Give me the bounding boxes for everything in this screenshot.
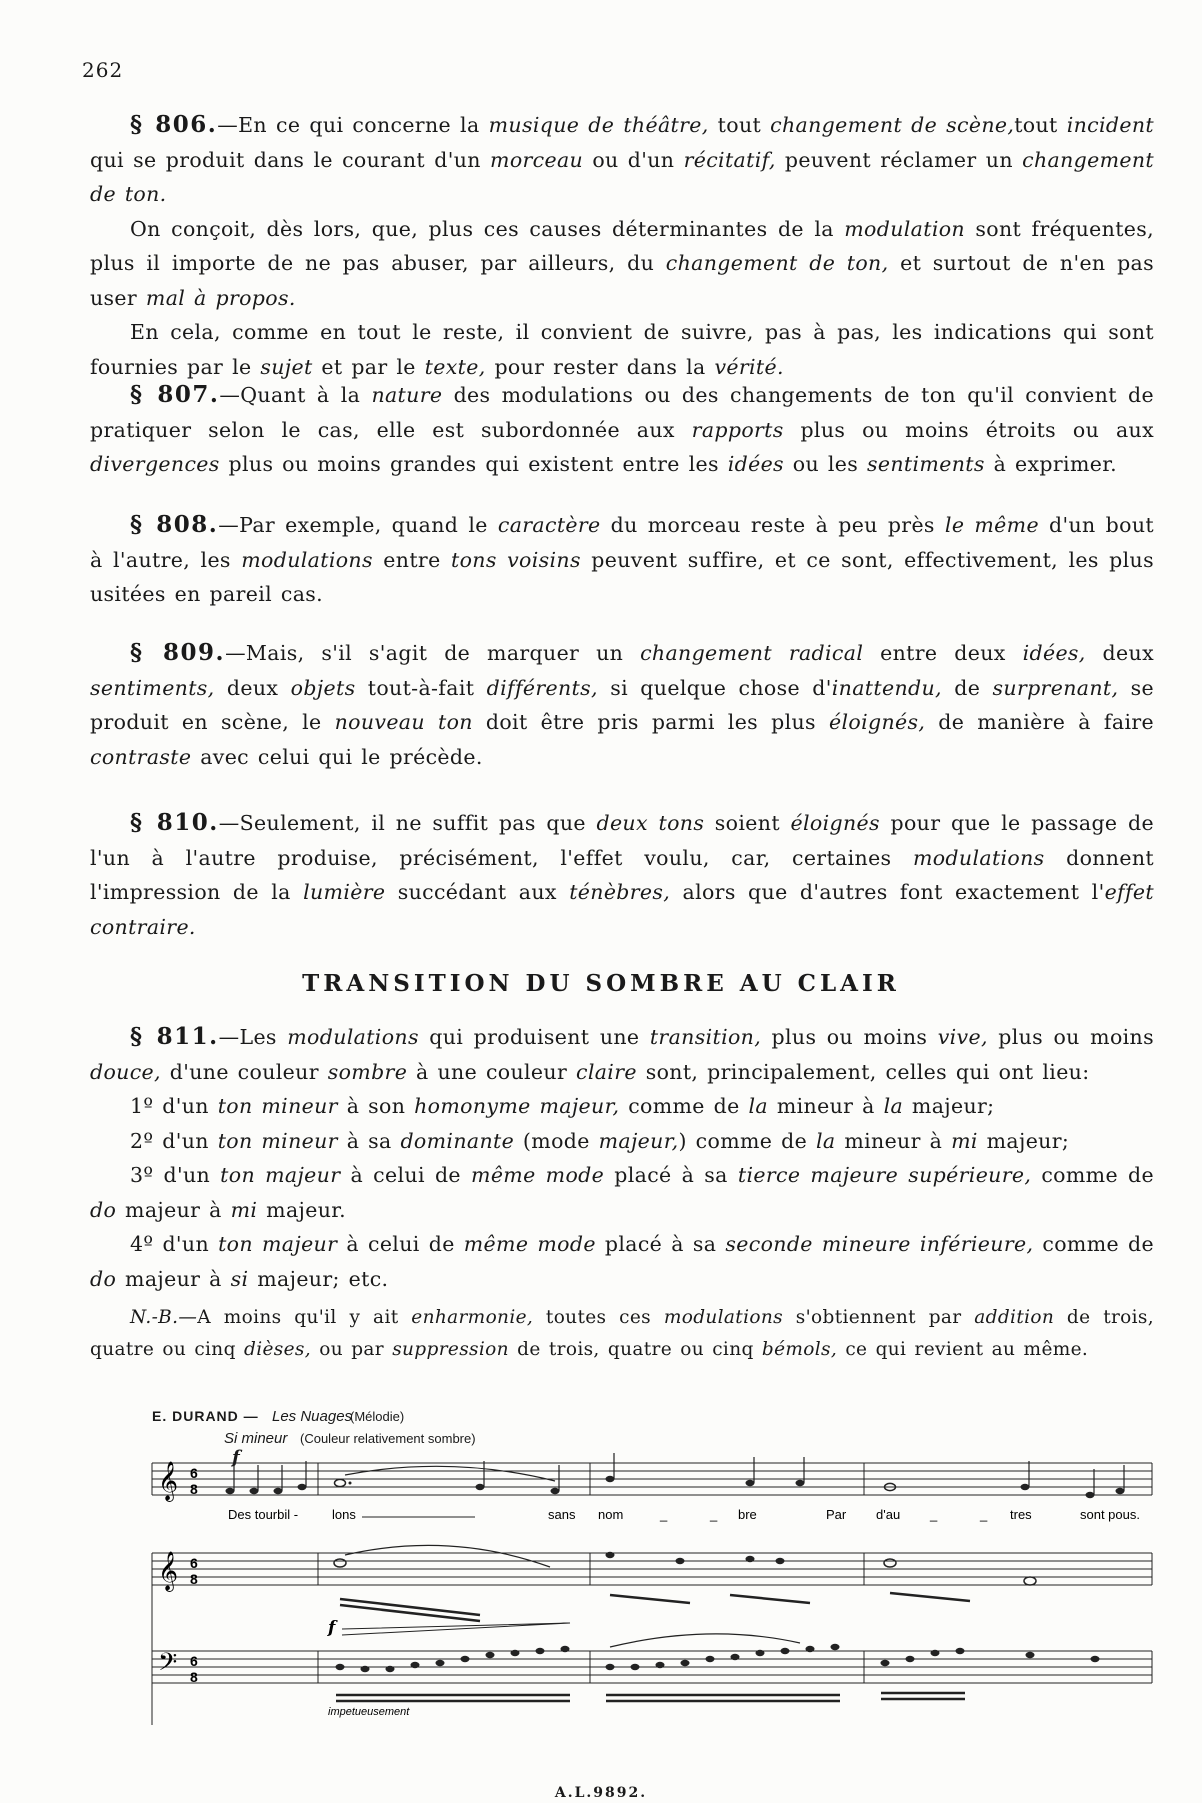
emphasis-text: deux tons (596, 811, 705, 835)
body-text: —Par exemple, quand le (218, 513, 498, 537)
body-text: pour rester dans la (485, 354, 715, 379)
body-text: de manière à faire (925, 710, 1154, 734)
body-text: ) comme de (678, 1128, 816, 1153)
body-text: 3º d'un (130, 1163, 221, 1187)
emphasis-text: récitatif, (683, 147, 776, 172)
s811-p1 (90, 1020, 1154, 1089)
treble-slur (345, 1545, 550, 1567)
composer-name: E. DURAND — (152, 1408, 259, 1424)
emphasis-text: majeur, (598, 1128, 679, 1153)
body-text: —Quant à la (219, 383, 372, 407)
section-809 (90, 636, 1154, 774)
body-text: à celui de (337, 1232, 464, 1256)
body-text: si quelque chose d' (597, 675, 832, 700)
s809-number: § 809. (130, 639, 226, 666)
emphasis-text: divergences (90, 452, 220, 476)
emphasis-text: sentiments, (90, 675, 215, 700)
section-heading: TRANSITION DU SOMBRE AU CLAIR (302, 970, 900, 997)
emphasis-text: nature (371, 383, 443, 407)
lyric-11: tres (1010, 1507, 1032, 1522)
emphasis-text: idées (727, 452, 784, 476)
dynamic-forte: f (232, 1447, 240, 1468)
svg-text:6: 6 (190, 1555, 198, 1571)
emphasis-text: douce, (90, 1059, 161, 1084)
body-text: à exprimer. (984, 452, 1117, 476)
emphasis-text: homonyme majeur, (414, 1094, 620, 1118)
body-text: sont, principalement, celles qui ont lieu: (636, 1059, 1090, 1084)
emphasis-text: ton mineur (217, 1128, 338, 1153)
body-text: (mode (514, 1128, 599, 1153)
body-text: ou les (783, 452, 868, 476)
lyric-5: _ (710, 1507, 718, 1522)
svg-text:8: 8 (190, 1571, 198, 1587)
lyric-1: lons (332, 1507, 356, 1522)
section-806 (90, 108, 1154, 384)
svg-text:6: 6 (190, 1653, 198, 1669)
emphasis-text: la (883, 1094, 904, 1118)
emphasis-text: sentiments (867, 452, 985, 476)
body-text: On conçoit, dès lors, que, plus ces causes déterminantes de la (130, 216, 845, 241)
body-text: tout (1014, 113, 1067, 137)
s811-item-2 (90, 1124, 1154, 1159)
svg-text:8: 8 (190, 1481, 198, 1497)
body-text: deux (1085, 641, 1154, 665)
body-text: et par le (312, 354, 425, 379)
color-note: (Couleur relativement sombre) (300, 1431, 476, 1446)
emphasis-text: modulation (844, 216, 965, 241)
lyric-0: Des tourbil - (228, 1507, 299, 1522)
lyric-6: bre (738, 1507, 757, 1522)
emphasis-text: lumière (303, 880, 386, 904)
body-text: —En ce qui concerne la (217, 113, 489, 137)
emphasis-text: tons voisins (450, 547, 581, 572)
body-text: entre deux (863, 641, 1023, 665)
body-text: entre (372, 547, 451, 572)
body-text: pour que le passage de l'un à l'autre produise, précisément, l'effet voulu, car, certaines (90, 811, 1154, 870)
emphasis-text: la (815, 1128, 836, 1153)
page-number: 262 (82, 58, 124, 82)
body-text: plus ou moins étroits ou aux (783, 417, 1154, 442)
section-808 (90, 508, 1154, 612)
emphasis-text: changement de ton. (90, 147, 1155, 206)
piano-bass-notes (336, 1644, 1100, 1672)
s811-item-1 (90, 1089, 1154, 1124)
treble-clef-icon: 𝄞 (158, 1461, 179, 1501)
s806-number: § 806. (130, 111, 218, 138)
emphasis-text: claire (575, 1059, 637, 1084)
body-text: 2º d'un (130, 1128, 218, 1153)
body-text: mineur à (835, 1128, 952, 1153)
body-text: —Mais, s'il s'agit de marquer un (225, 641, 641, 665)
emphasis-text: éloignés (790, 811, 880, 835)
emphasis-text: mi (951, 1128, 978, 1153)
piano-bass-beams (336, 1693, 965, 1701)
lyric-10: _ (980, 1507, 988, 1522)
emphasis-text: N.-B.— (130, 1307, 198, 1328)
body-text: qui produisent une (418, 1025, 650, 1049)
body-text: d'un bout à l'autre, les (90, 513, 1154, 572)
body-text: et surtout de n'en pas user (90, 251, 1154, 310)
body-text: à une couleur (407, 1059, 576, 1084)
body-text: soient (704, 811, 791, 835)
body-text: 4º d'un (130, 1232, 219, 1256)
nota-bene (90, 1302, 1154, 1366)
body-text: comme de (619, 1094, 749, 1118)
piano-treble-beams (340, 1593, 970, 1621)
emphasis-text: même mode (463, 1232, 596, 1256)
body-text: majeur à (116, 1197, 231, 1222)
emphasis-text: ton majeur (218, 1232, 338, 1256)
body-text: A moins qu'il y ait (197, 1307, 412, 1328)
emphasis-text: changement de ton, (665, 251, 889, 275)
body-text: majeur à (116, 1266, 231, 1291)
s808-number: § 808. (130, 511, 219, 538)
emphasis-text: addition (974, 1307, 1055, 1328)
body-text: toutes ces (533, 1307, 664, 1328)
lyric-3: nom (598, 1507, 624, 1522)
body-text: du morceau reste à peu près (600, 513, 945, 537)
s806-p1 (90, 108, 1154, 212)
body-text: peuvent réclamer un (775, 147, 1023, 172)
lyric-7: Par (826, 1507, 847, 1522)
emphasis-text: bémols, (761, 1339, 838, 1360)
body-text: plus ou moins (761, 1025, 938, 1049)
emphasis-text: différents, (486, 675, 598, 700)
emphasis-text: ténèbres, (569, 880, 671, 904)
s807-number: § 807. (130, 381, 220, 408)
s808-p1 (90, 508, 1154, 612)
body-text: qui se produit dans le courant d'un (90, 147, 491, 172)
lyric-8: d'au (876, 1507, 901, 1522)
body-text: ou par (310, 1339, 393, 1360)
emphasis-text: sujet (260, 354, 313, 379)
emphasis-text: texte, (424, 354, 486, 379)
emphasis-text: caractère (497, 513, 601, 537)
body-text: —Les (218, 1025, 288, 1049)
emphasis-text: le même (944, 513, 1039, 537)
emphasis-text: effet contraire. (90, 880, 1155, 939)
emphasis-text: éloignés, (828, 710, 926, 734)
section-811 (90, 1020, 1154, 1366)
time-signature-vocal (190, 1465, 198, 1497)
vocal-stems (234, 1453, 1124, 1495)
emphasis-text: suppression (392, 1339, 509, 1360)
emphasis-text: tierce majeure supérieure, (737, 1163, 1032, 1187)
body-text: 1º d'un (130, 1094, 218, 1118)
emphasis-text: transition, (649, 1025, 762, 1049)
body-text: ce qui revient au même. (837, 1339, 1089, 1360)
emphasis-text: surprenant, (992, 675, 1119, 700)
emphasis-text: la (748, 1094, 768, 1118)
s810-p1 (90, 806, 1154, 944)
body-text: —Seulement, il ne suffit pas que (218, 811, 597, 835)
emphasis-text: inattendu, (831, 675, 942, 700)
body-text: comme de (1033, 1232, 1155, 1256)
s806-p3 (90, 315, 1154, 384)
lyrics-line (228, 1507, 1140, 1522)
s810-number: § 810. (130, 809, 219, 836)
body-text: placé à sa (604, 1163, 738, 1187)
body-text: succédant aux (385, 880, 570, 904)
emphasis-text: modulations (912, 845, 1045, 870)
emphasis-text: enharmonie, (411, 1307, 534, 1328)
emphasis-text: sombre (327, 1059, 408, 1084)
time-signature-treble (190, 1555, 198, 1587)
emphasis-text: contraste (90, 744, 192, 769)
emphasis-text: mal à propos. (145, 285, 296, 310)
body-text: peuvent suffire, et ce sont, effectivement, les plus usitées en pareil cas. (90, 547, 1154, 606)
body-text: majeur; (977, 1128, 1070, 1153)
tempo-mark: impetueusement (328, 1706, 410, 1718)
emphasis-text: dièses, (244, 1339, 311, 1360)
body-text: de (941, 675, 993, 700)
piano-bass-staff (152, 1651, 1152, 1683)
body-text: de trois, quatre ou cinq (90, 1307, 1154, 1360)
emphasis-text: musique de théâtre, (488, 113, 709, 137)
emphasis-text: do (90, 1266, 117, 1291)
body-text: à sa (337, 1128, 401, 1153)
music-example (150, 1403, 1160, 1728)
emphasis-text: même mode (471, 1163, 605, 1187)
emphasis-text: seconde mineure inférieure, (725, 1232, 1034, 1256)
key-label: Si mineur (224, 1430, 288, 1447)
emphasis-text: modulations (287, 1025, 419, 1049)
plate-number: A.L.9892. (554, 1785, 648, 1801)
lyric-2: sans (548, 1507, 576, 1522)
emphasis-text: modulations (241, 547, 373, 572)
body-text: de trois, quatre ou cinq (508, 1339, 762, 1360)
emphasis-text: changement radical (640, 641, 864, 665)
s806-p2 (90, 212, 1154, 316)
emphasis-text: idées, (1022, 641, 1086, 665)
body-text: ou d'un (583, 147, 684, 172)
s811-number: § 811. (130, 1023, 219, 1050)
body-text: plus ou moins (987, 1025, 1154, 1049)
s809-p1 (90, 636, 1154, 774)
body-text: comme de (1031, 1163, 1154, 1187)
body-text: des modulations ou des changements de ton qu'il convient de pratiquer selon le cas, elle est subordonnée aux (90, 383, 1154, 442)
emphasis-text: modulations (663, 1307, 783, 1328)
s811-item-4 (90, 1227, 1154, 1296)
emphasis-text: vérité. (714, 354, 784, 379)
emphasis-text: vive, (937, 1025, 988, 1049)
body-text: doit être pris parmi les plus (472, 710, 829, 734)
treble-clef-icon: 𝄞 (158, 1551, 179, 1591)
s811-item-3 (90, 1158, 1154, 1227)
body-text: deux (214, 675, 291, 700)
body-text: sont fréquentes, plus il importe de ne pas abuser, par ailleurs, du (90, 216, 1154, 275)
emphasis-text: incident (1066, 113, 1155, 137)
body-text: à son (337, 1094, 415, 1118)
emphasis-text: ton majeur (220, 1163, 341, 1187)
body-text: majeur. (257, 1197, 347, 1222)
body-text: d'une couleur (160, 1059, 328, 1084)
body-text: majeur; (903, 1094, 995, 1118)
emphasis-text: rapports (691, 417, 784, 442)
emphasis-text: changement de scène, (770, 113, 1015, 137)
body-text: s'obtiennent par (782, 1307, 975, 1328)
body-text: tout (708, 113, 771, 137)
s807-p1 (90, 378, 1154, 482)
body-text: mineur à (767, 1094, 884, 1118)
body-text: donnent l'impression de la (90, 845, 1154, 904)
bass-clef-icon: 𝄢 (158, 1648, 178, 1683)
emphasis-text: do (90, 1197, 117, 1222)
svg-text:6: 6 (190, 1465, 198, 1481)
body-text: se produit en scène, le (90, 675, 1155, 734)
body-text: En cela, comme en tout le reste, il convient de suivre, pas à pas, les indications qui sont fournies par le (90, 320, 1154, 379)
svg-text:8: 8 (190, 1669, 198, 1685)
emphasis-text: ton mineur (217, 1094, 338, 1118)
piece-title: Les Nuages (272, 1408, 353, 1425)
emphasis-text: dominante (400, 1128, 515, 1153)
body-text: à celui de (340, 1163, 472, 1187)
body-text: tout-à-fait (355, 675, 487, 700)
section-810 (90, 806, 1154, 944)
lyric-12: sont pous. (1080, 1507, 1140, 1522)
body-text: avec celui qui le précède. (191, 744, 483, 769)
emphasis-text: morceau (490, 147, 584, 172)
emphasis-text: nouveau ton (334, 710, 473, 734)
body-text: placé à sa (595, 1232, 726, 1256)
emphasis-text: si (230, 1266, 249, 1291)
bass-slur (610, 1634, 800, 1647)
time-signature-bass (190, 1653, 198, 1685)
body-text: plus ou moins grandes qui existent entre les (219, 452, 728, 476)
piano-treble-notes (334, 1552, 1036, 1585)
body-text: alors que d'autres font exactement l' (670, 880, 1105, 904)
body-text: majeur; etc. (248, 1266, 389, 1291)
lyric-4: _ (660, 1507, 668, 1522)
emphasis-text: mi (230, 1197, 258, 1222)
section-807 (90, 378, 1154, 482)
dynamic-forte: f (328, 1618, 336, 1638)
piece-genre: (Mélodie) (350, 1409, 405, 1424)
decrescendo-hairpin (342, 1623, 570, 1635)
lyric-9: _ (930, 1507, 938, 1522)
emphasis-text: objets (290, 675, 356, 700)
